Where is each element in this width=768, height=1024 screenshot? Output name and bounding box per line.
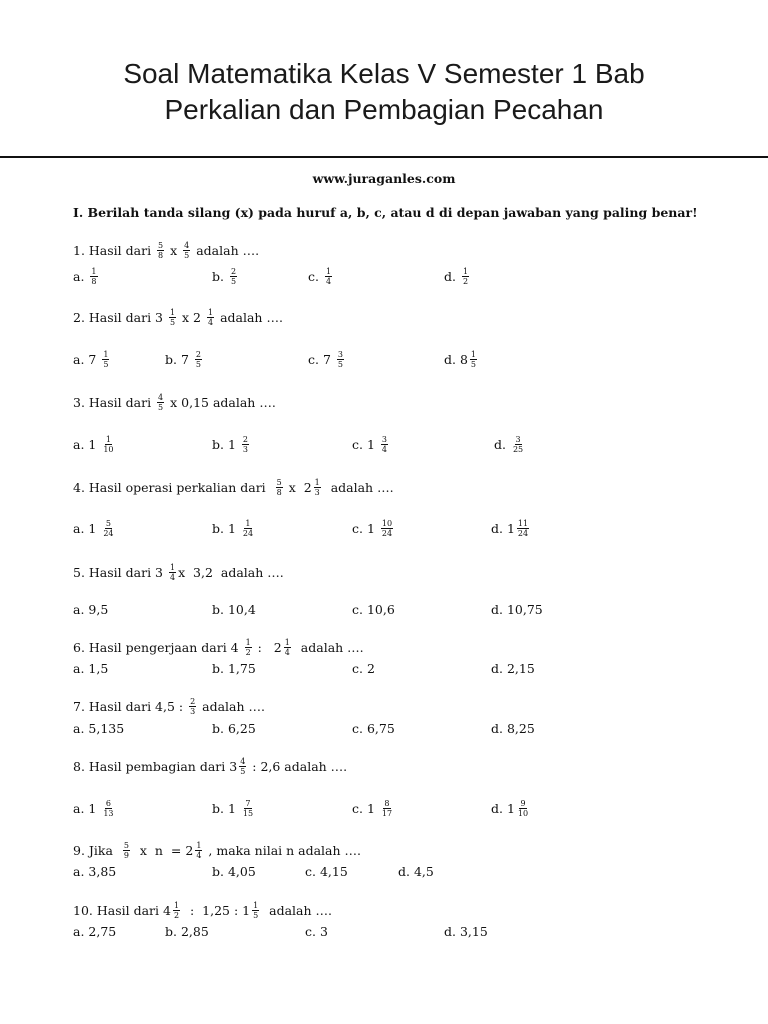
- question-8-option-d[interactable]: [491, 795, 531, 821]
- fraction: [102, 350, 109, 369]
- question-3-option-b[interactable]: [212, 431, 251, 457]
- fraction-numerator: 1: [245, 518, 251, 528]
- fraction: [239, 757, 246, 776]
- fraction: [314, 478, 321, 497]
- fraction-numerator: 1: [169, 562, 176, 572]
- fraction-denominator: 3: [242, 444, 248, 454]
- fraction-denominator: 5: [158, 402, 164, 412]
- fraction-denominator: 17: [381, 808, 393, 818]
- fraction: [252, 901, 259, 920]
- fraction-denominator: 5: [230, 276, 237, 286]
- fraction: [242, 435, 249, 454]
- text-segment: 7. Hasil dari 4,5 :: [73, 698, 188, 714]
- question-4: [73, 474, 394, 500]
- fraction-denominator: 2: [245, 647, 251, 657]
- fraction: [173, 901, 180, 920]
- text-segment: adalah ….: [261, 902, 333, 918]
- question-1-option-d[interactable]: [444, 263, 471, 289]
- text-segment: 9. Jika: [73, 842, 121, 858]
- title-line-2: Perkalian dan Pembagian Pecahan: [164, 94, 604, 125]
- fraction: [517, 519, 529, 538]
- fraction: [195, 350, 202, 369]
- text-segment: adalah ….: [216, 309, 283, 325]
- text-segment: x n = 2: [131, 842, 194, 858]
- question-8-option-c[interactable]: [352, 795, 395, 821]
- fraction-denominator: 3: [190, 706, 196, 716]
- text-segment: d. 3,15: [444, 923, 488, 939]
- question-9-option-c[interactable]: [305, 858, 348, 884]
- fraction: [230, 267, 237, 286]
- question-6-option-b[interactable]: [212, 655, 256, 681]
- question-3-option-a[interactable]: [73, 431, 117, 457]
- text-segment: c. 7: [308, 351, 335, 367]
- fraction: [337, 350, 344, 369]
- fraction-numerator: 4: [240, 756, 246, 766]
- fraction: [207, 308, 214, 327]
- fraction: [123, 841, 130, 860]
- fraction: [242, 799, 254, 818]
- text-segment: b. 2,85: [165, 923, 209, 939]
- question-3: [73, 389, 276, 415]
- question-1-option-c[interactable]: [308, 263, 334, 289]
- fraction-numerator: 1: [462, 266, 469, 276]
- text-segment: c. 1: [352, 520, 379, 536]
- fraction-denominator: 8: [276, 487, 282, 497]
- text-segment: d.: [444, 268, 460, 284]
- text-segment: x 2: [284, 479, 312, 495]
- text-segment: b. 6,25: [212, 720, 256, 736]
- text-segment: c. 4,15: [305, 863, 348, 879]
- fraction-numerator: 8: [384, 798, 390, 808]
- fraction: [102, 799, 114, 818]
- text-segment: c.: [308, 268, 323, 284]
- fraction-numerator: 3: [515, 434, 521, 444]
- text-segment: c. 2: [352, 660, 375, 676]
- question-7-option-d[interactable]: [491, 715, 535, 741]
- fraction: [189, 697, 196, 716]
- fraction-numerator: 3: [337, 349, 343, 359]
- fraction-denominator: 24: [103, 528, 114, 538]
- text-segment: adalah ….: [292, 639, 364, 655]
- fraction-denominator: 4: [196, 850, 202, 860]
- fraction-numerator: 1: [325, 266, 332, 276]
- fraction-denominator: 3: [314, 487, 320, 497]
- fraction-denominator: 5: [337, 359, 343, 369]
- text-segment: 5. Hasil dari 3: [73, 564, 167, 580]
- fraction-denominator: 5: [240, 766, 246, 776]
- question-5-option-a[interactable]: [73, 596, 108, 622]
- question-9-option-a[interactable]: [73, 858, 116, 884]
- text-segment: 10. Hasil dari 4: [73, 902, 171, 918]
- text-segment: a. 1,5: [73, 660, 109, 676]
- fraction: [169, 308, 176, 327]
- text-segment: 8. Hasil pembagian dari 3: [73, 758, 238, 774]
- question-1: [73, 237, 259, 263]
- fraction-numerator: 11: [517, 518, 529, 528]
- fraction: [381, 519, 393, 538]
- question-7-option-c[interactable]: [352, 715, 395, 741]
- text-segment: a. 1: [73, 436, 101, 452]
- fraction-denominator: 5: [470, 359, 476, 369]
- text-segment: d. 1: [491, 800, 515, 816]
- fraction-denominator: 10: [103, 444, 114, 454]
- text-segment: d. 4,5: [398, 863, 434, 879]
- fraction-numerator: 5: [276, 477, 282, 487]
- fraction: [169, 563, 176, 582]
- title-line-1: Soal Matematika Kelas V Semester 1 Bab: [123, 58, 645, 89]
- text-segment: a. 9,5: [73, 601, 109, 617]
- text-segment: c. 1: [352, 436, 379, 452]
- question-10-option-a[interactable]: [73, 918, 116, 944]
- fraction-denominator: 4: [284, 647, 290, 657]
- text-segment: b.: [212, 268, 228, 284]
- fraction-denominator: 15: [242, 808, 254, 818]
- question-8: [73, 753, 347, 779]
- text-segment: 6. Hasil pengerjaan dari 4: [73, 639, 243, 655]
- text-segment: 1. Hasil dari: [73, 242, 156, 258]
- fraction: [157, 241, 164, 260]
- fraction-denominator: 24: [242, 528, 254, 538]
- question-2-option-a[interactable]: [73, 346, 111, 372]
- fraction-denominator: 24: [517, 528, 529, 538]
- fraction: [381, 435, 388, 454]
- text-segment: , maka nilai n adalah ….: [204, 842, 361, 858]
- question-2: [73, 304, 283, 330]
- question-8-option-b[interactable]: [212, 795, 256, 821]
- fraction-denominator: 5: [169, 317, 176, 327]
- page-title: [0, 56, 768, 128]
- question-7-option-b[interactable]: [212, 715, 256, 741]
- question-8-option-a[interactable]: [73, 795, 117, 821]
- fraction-numerator: 4: [184, 240, 190, 250]
- question-10-option-b[interactable]: [165, 918, 209, 944]
- fraction-numerator: 1: [253, 900, 259, 910]
- question-7-option-a[interactable]: [73, 715, 124, 741]
- question-5-option-d[interactable]: [491, 596, 543, 622]
- fraction-numerator: 1: [208, 307, 214, 317]
- text-segment: x: [166, 242, 182, 258]
- fraction-denominator: 8: [91, 276, 97, 286]
- fraction: [276, 478, 283, 497]
- question-10-option-d[interactable]: [444, 918, 488, 944]
- fraction-denominator: 4: [169, 572, 176, 582]
- question-6-option-c[interactable]: [352, 655, 375, 681]
- fraction-denominator: 4: [208, 317, 214, 327]
- fraction-numerator: 5: [123, 840, 129, 850]
- fraction: [381, 799, 393, 818]
- fraction: [462, 267, 469, 286]
- text-segment: x 3,2 adalah ….: [178, 564, 284, 580]
- fraction-numerator: 2: [230, 266, 237, 276]
- text-segment: x 2: [178, 309, 205, 325]
- fraction-numerator: 3: [381, 434, 387, 444]
- text-segment: adalah ….: [322, 479, 394, 495]
- text-segment: x 0,15 adalah ….: [166, 394, 276, 410]
- fraction-denominator: 5: [253, 910, 259, 920]
- text-segment: a. 1: [73, 800, 101, 816]
- text-segment: b. 4,05: [212, 863, 256, 879]
- fraction-numerator: 10: [381, 518, 393, 528]
- fraction: [157, 393, 164, 412]
- text-segment: b. 1: [212, 520, 240, 536]
- fraction-denominator: 10: [517, 808, 529, 818]
- fraction: [90, 267, 97, 286]
- fraction-numerator: 1: [103, 349, 109, 359]
- text-segment: c. 6,75: [352, 720, 395, 736]
- text-segment: d. 10,75: [491, 601, 543, 617]
- fraction: [512, 435, 524, 454]
- text-segment: adalah ….: [192, 242, 260, 258]
- question-9-option-b[interactable]: [212, 858, 256, 884]
- fraction-numerator: 1: [169, 307, 176, 317]
- fraction-numerator: 1: [91, 266, 97, 276]
- fraction-denominator: 9: [123, 850, 129, 860]
- text-segment: c. 3: [305, 923, 328, 939]
- fraction-numerator: 7: [245, 798, 251, 808]
- fraction-numerator: 1: [245, 637, 251, 647]
- fraction-denominator: 4: [381, 444, 387, 454]
- text-segment: d. 8: [444, 351, 468, 367]
- fraction-numerator: 5: [105, 518, 111, 528]
- question-10-option-c[interactable]: [305, 918, 328, 944]
- fraction-denominator: 2: [462, 276, 469, 286]
- fraction-denominator: 13: [103, 808, 114, 818]
- question-3-option-c[interactable]: [352, 431, 390, 457]
- text-segment: b. 1: [212, 800, 240, 816]
- text-segment: b. 10,4: [212, 601, 256, 617]
- fraction: [517, 799, 529, 818]
- fraction: [102, 519, 114, 538]
- question-3-option-d[interactable]: [494, 431, 526, 457]
- text-segment: b. 1,75: [212, 660, 256, 676]
- fraction-numerator: 9: [520, 798, 526, 808]
- header-divider: [0, 156, 768, 158]
- fraction-numerator: 5: [158, 240, 164, 250]
- text-segment: : 1,25 : 1: [182, 902, 251, 918]
- question-4-option-a[interactable]: [73, 515, 117, 541]
- text-segment: c. 10,6: [352, 601, 395, 617]
- fraction: [102, 435, 114, 454]
- question-2-option-c[interactable]: [308, 346, 346, 372]
- fraction: [284, 638, 291, 657]
- fraction: [195, 841, 202, 860]
- text-segment: a. 5,135: [73, 720, 125, 736]
- text-segment: 3. Hasil dari: [73, 394, 156, 410]
- fraction-numerator: 6: [105, 798, 111, 808]
- text-segment: a.: [73, 268, 89, 284]
- text-segment: a. 7: [73, 351, 101, 367]
- fraction: [242, 519, 254, 538]
- text-segment: : 2,6 adalah ….: [248, 758, 348, 774]
- fraction-numerator: 1: [173, 900, 180, 910]
- text-segment: a. 1: [73, 520, 101, 536]
- website-link: www.juraganles.com: [312, 171, 456, 186]
- text-segment: adalah ….: [198, 698, 265, 714]
- fraction-numerator: 2: [242, 434, 248, 444]
- text-segment: d. 1: [491, 520, 515, 536]
- question-2-option-b[interactable]: [165, 346, 204, 372]
- text-segment: a. 3,85: [73, 863, 117, 879]
- text-segment: b. 7: [165, 351, 193, 367]
- fraction-numerator: 1: [105, 434, 111, 444]
- fraction-denominator: 25: [512, 444, 524, 454]
- fraction-numerator: 2: [195, 349, 201, 359]
- fraction-denominator: 4: [325, 276, 332, 286]
- question-6-option-a[interactable]: [73, 655, 108, 681]
- text-segment: a. 2,75: [73, 923, 117, 939]
- fraction: [183, 241, 190, 260]
- question-5: [73, 559, 284, 585]
- question-5-option-b[interactable]: [212, 596, 256, 622]
- fraction: [325, 267, 332, 286]
- text-segment: 4. Hasil operasi perkalian dari: [73, 479, 274, 495]
- text-segment: c. 1: [352, 800, 379, 816]
- question-9-option-d[interactable]: [398, 858, 434, 884]
- question-4-option-c[interactable]: [352, 515, 395, 541]
- fraction-numerator: 1: [284, 637, 290, 647]
- question-6-option-d[interactable]: [491, 655, 535, 681]
- fraction-numerator: 1: [314, 477, 320, 487]
- question-4-option-b[interactable]: [212, 515, 256, 541]
- fraction-denominator: 5: [184, 250, 190, 260]
- fraction-numerator: 4: [158, 392, 164, 402]
- text-segment: b. 1: [212, 436, 240, 452]
- text-segment: d. 2,15: [491, 660, 535, 676]
- instruction-text: I. Berilah tanda silang (x) pada huruf a, b, c, atau d di depan jawaban yang paling benar!: [73, 205, 698, 220]
- text-segment: d. 8,25: [491, 720, 535, 736]
- fraction: [470, 350, 477, 369]
- fraction-denominator: 8: [158, 250, 164, 260]
- text-segment: : 2: [253, 639, 282, 655]
- text-segment: 2. Hasil dari 3: [73, 309, 167, 325]
- fraction-denominator: 2: [173, 910, 180, 920]
- fraction-denominator: 5: [195, 359, 201, 369]
- question-1-option-a[interactable]: [73, 263, 100, 289]
- fraction-numerator: 2: [190, 696, 196, 706]
- question-4-option-d[interactable]: [491, 515, 531, 541]
- question-1-option-b[interactable]: [212, 263, 239, 289]
- fraction-denominator: 24: [381, 528, 393, 538]
- question-2-option-d[interactable]: [444, 346, 479, 372]
- fraction-numerator: 1: [196, 840, 202, 850]
- fraction-numerator: 1: [470, 349, 476, 359]
- question-5-option-c[interactable]: [352, 596, 395, 622]
- fraction: [245, 638, 252, 657]
- text-segment: d.: [494, 436, 510, 452]
- fraction-denominator: 5: [103, 359, 109, 369]
